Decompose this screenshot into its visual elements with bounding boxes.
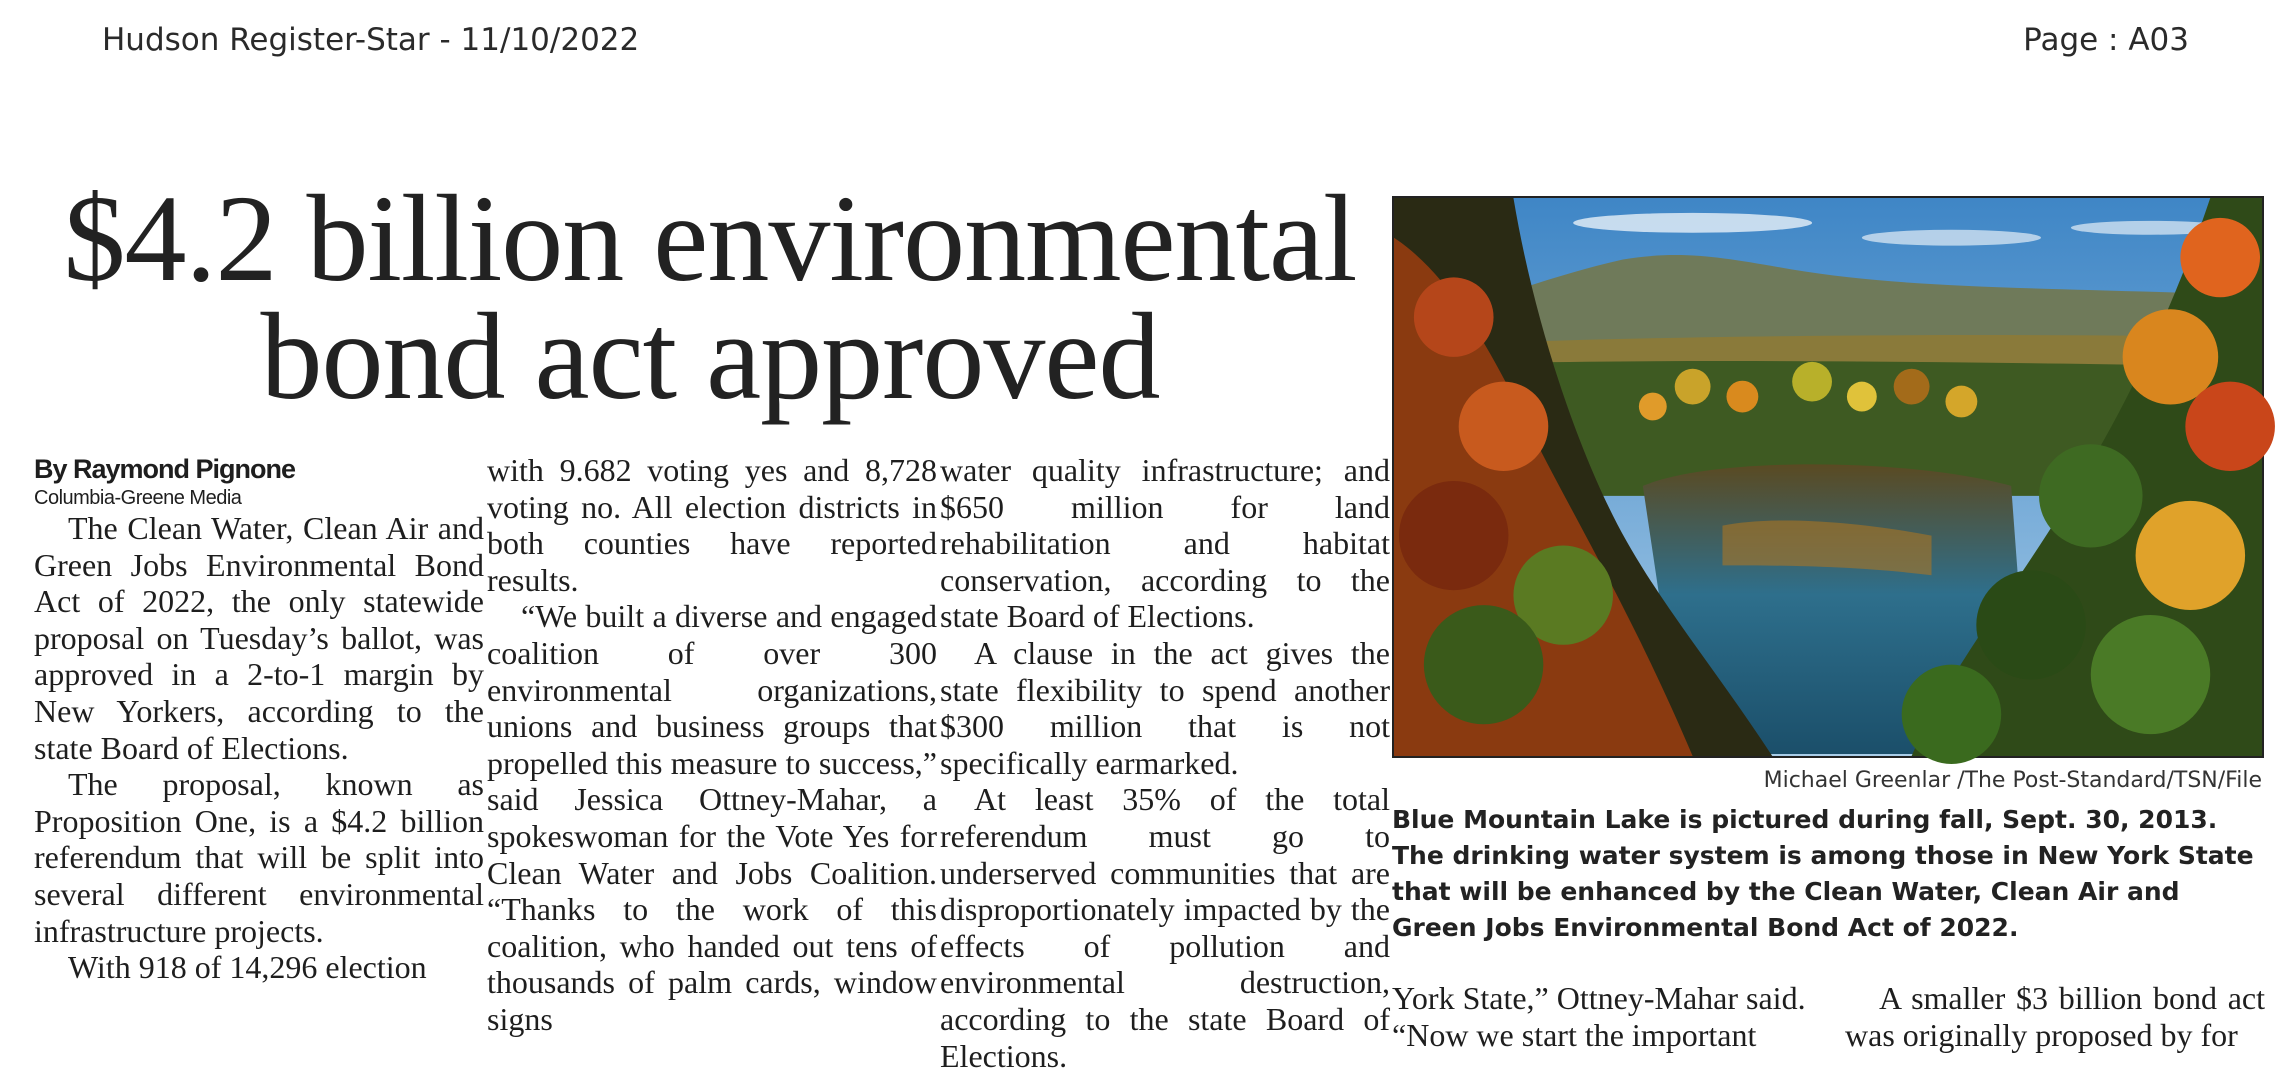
photo-caption: Blue Mountain Lake is pictured during fall, Sept. 30, 2013. The drinking water system is among those in New York State that will be enhanced by the Clean Water, Clean Air and Green Jobs Environmental Bond Act of 2022. [1392, 805, 2254, 942]
article-photo [1392, 196, 2264, 758]
byline: By Raymond Pignone [34, 454, 296, 484]
paragraph: The Clean Water, Clean Air and Green Jobs Environmental Bond Act of 2022, the only statewide proposal on Tuesday’s ballot, was approved in a 2-to-1 margin by New Yorkers, according to the state Board of Elections. [34, 510, 484, 766]
paragraph: with 9.682 voting yes and 8,728 voting no. All election districts in both counties have reported results. [487, 452, 937, 598]
byline-organization: Columbia-Greene Media [34, 487, 242, 509]
headline [30, 170, 1390, 425]
article-column-5 [1845, 980, 2265, 1053]
paragraph: water quality infrastructure; and $650 million for land rehabilitation and habitat conservation, according to the state Board of Elections. [940, 452, 1390, 635]
paragraph: A clause in the act gives the state flexibility to spend another $300 million that is not specifically earmarked. [940, 634, 1390, 781]
article-column-1 [34, 452, 484, 1041]
paragraph: At least 35% of the total referendum must go to underserved communities that are disproportionately impacted by the effects of pollution and environmental destruction, according to the state Board of Elections. [940, 781, 1390, 1074]
article-column-3 [940, 452, 1390, 1074]
headline-line-2: bond act approved [260, 288, 1160, 425]
headline-line-1: $4.2 billion environmental [63, 170, 1357, 307]
article-column-4 [1392, 980, 1822, 1053]
article-column-2 [487, 452, 937, 1041]
publication-header: Hudson Register-Star - 11/10/2022 [102, 22, 640, 58]
lake-landscape-image [1394, 198, 2262, 756]
paragraph: York State,” Ottney-Mahar said. [1392, 980, 1806, 1016]
paragraph: A smaller $3 billion bond act was originally proposed by for [1845, 980, 2265, 1053]
paragraph: “Now we start the important [1392, 1016, 1757, 1053]
paragraph: The proposal, known as Proposition One, is a $4.2 billion referendum that will be split into several different environmental infrastructure projects. [34, 766, 484, 949]
photo-credit: Michael Greenlar /The Post-Standard/TSN/File [1763, 768, 2262, 793]
page-number: Page : A03 [2023, 22, 2189, 58]
paragraph: “We built a diverse and engaged coalition of over 300 environmental organizations, unions and business groups that propelled this measure to success,” said Jessica Ottney-Mahar, a spokeswoman for the Vote Yes for Clean Water and Jobs Coalition. “Thanks to the work of this coalition, who handed out tens of thousands of palm cards, window signs [487, 598, 937, 1037]
paragraph: With 918 of 14,296 election [68, 949, 427, 986]
